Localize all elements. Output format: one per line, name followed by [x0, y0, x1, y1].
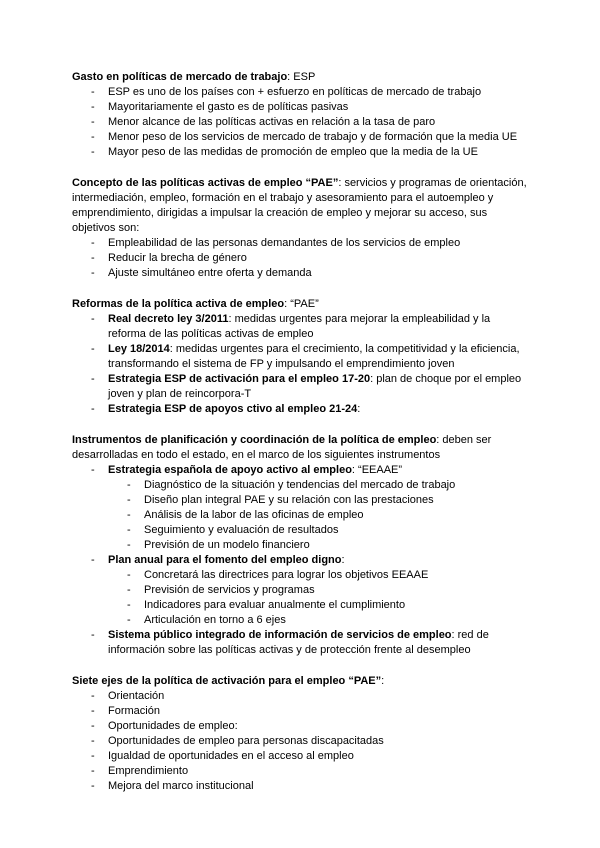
section-reformas — [72, 297, 530, 417]
section-instrumentos — [72, 433, 530, 658]
section-heading: Concepto de las políticas activas de empleo “PAE”: servicios y programas de orientación, intermediación, empleo, formación en el trabajo y asesoramiento para el autoempleo y emprendimiento, dirigidas a impulsar la creación de empleo y mejorar su acceso, sus objetivos son: — [72, 177, 527, 234]
section-heading: Siete ejes de la política de activación para el empleo “PAE”: — [72, 675, 385, 687]
list-item: - Empleabilidad de las personas demandantes de los servicios de empleo — [72, 236, 530, 251]
list-item: - Sistema público integrado de información de servicios de empleo: red de información sobre las políticas activas y de protección frente al desempleo — [72, 628, 530, 658]
list-item: - Reducir la brecha de género — [72, 251, 530, 266]
sub-list-item: - Concretará las directrices para lograr los objetivos EEAAE — [108, 568, 530, 583]
section-heading: Reformas de la política activa de empleo: “PAE” — [72, 298, 319, 310]
section-gasto — [72, 70, 530, 160]
list-item: - ESP es uno de los países con + esfuerzo en políticas de mercado de trabajo — [72, 85, 530, 100]
list-item: - Estrategia ESP de activación para el empleo 17-20: plan de choque por el empleo joven y plan de reincorpora-T — [72, 372, 530, 402]
sub-list-item: - Indicadores para evaluar anualmente el cumplimiento — [108, 598, 530, 613]
sub-list-item: - Análisis de la labor de las oficinas de empleo — [108, 508, 530, 523]
sub-list-item: - Seguimiento y evaluación de resultados — [108, 523, 530, 538]
section-heading: Gasto en políticas de mercado de trabajo: ESP — [72, 71, 316, 83]
list-item: - Mayoritariamente el gasto es de políticas pasivas — [72, 100, 530, 115]
section-siete-ejes — [72, 674, 530, 794]
list-item: - Formación — [72, 704, 530, 719]
sub-list — [108, 478, 530, 553]
list-item: - Mejora del marco institucional — [72, 779, 530, 794]
list-item: - Plan anual para el fomento del empleo digno: - Concretará las directrices para lograr los objetivos EEAAE - Previsión de servicios y programas - Indicadores para evaluar anualmente el cumplimiento - Articulación en torno a 6 ejes — [72, 553, 530, 628]
list-item: - Mayor peso de las medidas de promoción de empleo que la media de la UE — [72, 145, 530, 160]
sub-list-item: - Previsión de servicios y programas — [108, 583, 530, 598]
bullet-list — [72, 689, 530, 794]
list-item: - Oportunidades de empleo para personas discapacitadas — [72, 734, 530, 749]
section-concepto — [72, 176, 530, 281]
bullet-list — [72, 312, 530, 417]
bullet-list — [72, 463, 530, 658]
sub-list-item: - Articulación en torno a 6 ejes — [108, 613, 530, 628]
bullet-list — [72, 85, 530, 160]
list-item: - Estrategia española de apoyo activo al empleo: “EEAAE” - Diagnóstico de la situación y tendencias del mercado de trabajo - Diseño plan integral PAE y su relación con las prestaciones - Análisis de la labor de las oficinas de empleo - Seguimiento y evaluación de resultados - Previsión de un modelo financiero — [72, 463, 530, 553]
list-item: - Emprendimiento — [72, 764, 530, 779]
list-item: - Ley 18/2014: medidas urgentes para el crecimiento, la competitividad y la eficiencia, transformando el sistema de FP y impulsando el emprendimiento joven — [72, 342, 530, 372]
sub-list-item: - Diseño plan integral PAE y su relación con las prestaciones — [108, 493, 530, 508]
list-item: - Estrategia ESP de apoyos ctivo al empleo 21-24: — [72, 402, 530, 417]
list-item: - Oportunidades de empleo: — [72, 719, 530, 734]
list-item: - Orientación — [72, 689, 530, 704]
section-heading: Instrumentos de planificación y coordinación de la política de empleo: deben ser desarrolladas en todo el estado, en el marco de los siguientes instrumentos — [72, 434, 492, 461]
sub-list — [108, 568, 530, 628]
list-item: - Real decreto ley 3/2011: medidas urgentes para mejorar la empleabilidad y la reforma de las políticas activas de empleo — [72, 312, 530, 342]
sub-list-item: - Diagnóstico de la situación y tendencias del mercado de trabajo — [108, 478, 530, 493]
list-item: - Menor peso de los servicios de mercado de trabajo y de formación que la media UE — [72, 130, 530, 145]
list-item: - Menor alcance de las políticas activas en relación a la tasa de paro — [72, 115, 530, 130]
list-item: - Ajuste simultáneo entre oferta y demanda — [72, 266, 530, 281]
bullet-list — [72, 236, 530, 281]
list-item: - Igualdad de oportunidades en el acceso al empleo — [72, 749, 530, 764]
sub-list-item: - Previsión de un modelo financiero — [108, 538, 530, 553]
